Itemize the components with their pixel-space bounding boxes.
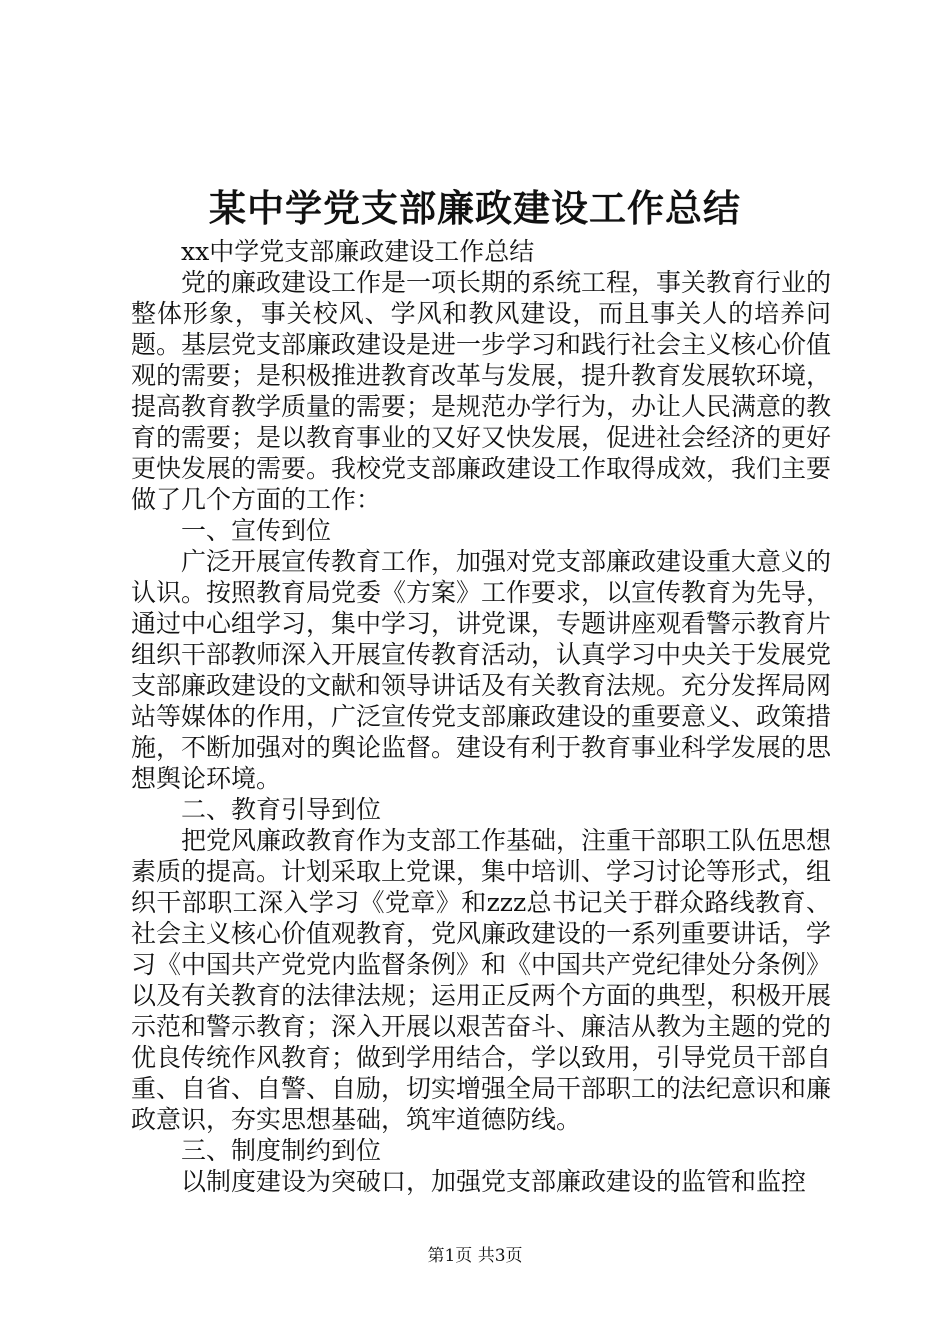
section-heading-2: 二、教育引导到位 — [181, 795, 382, 824]
document-body — [131, 236, 831, 1197]
section-paragraph-1: 广泛开展宣传教育工作，加强对党支部廉政建设重大意义的认识。按照教育局党委《方案》工作要求，以宣传教育为先导，通过中心组学习，集中学习，讲党课，专题讲座观看警示教育片组织干部教师深入开展宣传教育活动，认真学习中央关于发展党支部廉政建设的文献和领导讲话及有关教育法规。充分发挥局网站等媒体的作用，广泛宣传党支部廉政建设的重要意义、政策措施，不断加强对的舆论监督。建设有利于教育事业科学发展的思想舆论环境。 — [131, 547, 832, 793]
section-heading-1: 一、宣传到位 — [181, 516, 332, 545]
intro-paragraph: 党的廉政建设工作是一项长期的系统工程，事关教育行业的整体形象，事关校风、学风和教风建设，而且事关人的培养问题。基层党支部廉政建设是进一步学习和践行社会主义核心价值观的需要；是积极推进教育改革与发展，提升教育发展软环境，提高教育教学质量的需要；是规范办学行为，办让人民满意的教育的需要；是以教育事业的又好又快发展，促进社会经济的更好更快发展的需要。我校党支部廉政建设工作取得成效，我们主要做了几个方面的工作： — [131, 268, 832, 514]
section-paragraph-3: 以制度建设为突破口，加强党支部廉政建设的监管和监控 — [181, 1167, 807, 1196]
section-heading-3: 三、制度制约到位 — [181, 1136, 382, 1165]
section-paragraph-2: 把党风廉政教育作为支部工作基础，注重干部职工队伍思想素质的提高。计划采取上党课，集中培训、学习讨论等形式，组织干部职工深入学习《党章》和zzz总书记关于群众路线教育、社会主义核心价值观教育，党风廉政建设的一系列重要讲话，学习《中国共产党党内监督条例》和《中国共产党纪律处分条例》以及有关教育的法律法规；运用正反两个方面的典型，积极开展示范和警示教育；深入开展以艰苦奋斗、廉洁从教为主题的党的优良传统作风教育；做到学用结合，学以致用，引导党员干部自重、自省、自警、自励，切实增强全局干部职工的法纪意识和廉政意识，夯实思想基础，筑牢道德防线。 — [131, 826, 832, 1134]
doc-subtitle: xx中学党支部廉政建设工作总结 — [181, 237, 535, 266]
page-title: 某中学党支部廉政建设工作总结 — [209, 186, 741, 230]
page-footer: 第1页 共3页 — [427, 1246, 523, 1266]
